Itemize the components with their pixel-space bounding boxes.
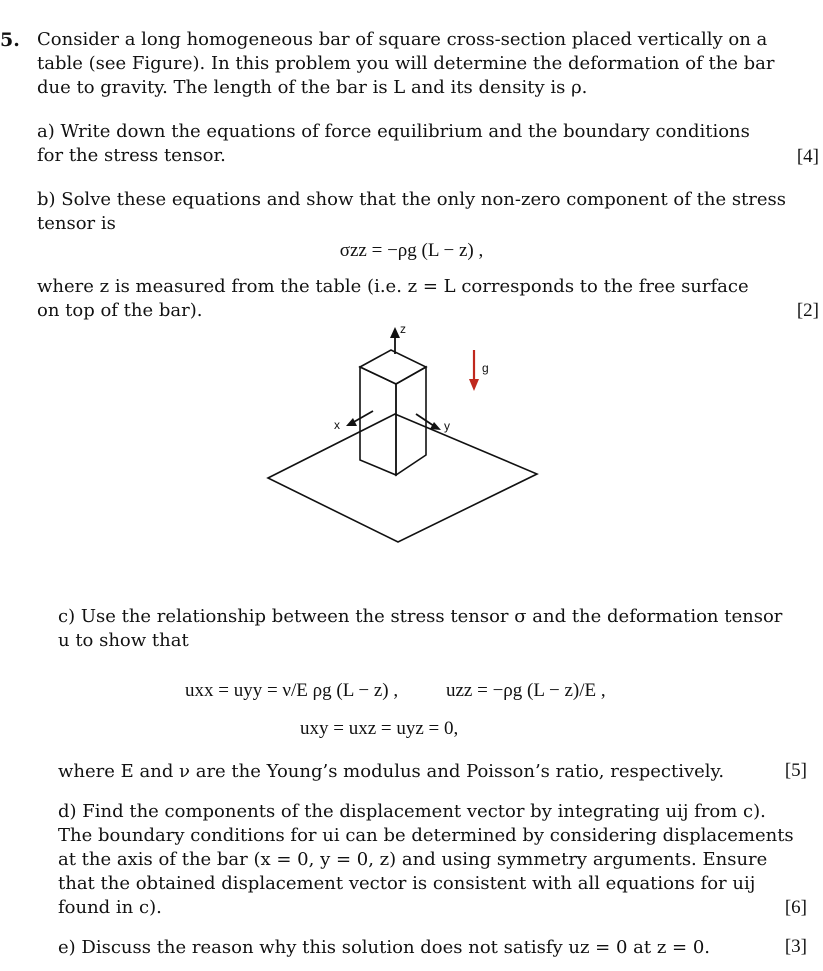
- part-b-marks: [2]: [796, 300, 819, 321]
- part-b-after-2: on top of the bar).: [37, 300, 203, 321]
- intro-line-1: Consider a long homogeneous bar of square cross-section placed vertically on a: [37, 29, 768, 50]
- part-b-line-1: b) Solve these equations and show that the only non-zero component of the stress: [37, 189, 787, 210]
- part-e-line: e) Discuss the reason why this solution does not satisfy uz = 0 at z = 0.: [58, 937, 711, 958]
- part-b-line-2: tensor is: [37, 213, 116, 234]
- problem-number: 5.: [0, 29, 20, 51]
- part-d-line-3: at the axis of the bar (x = 0, y = 0, z) and using symmetry arguments. Ensure: [58, 849, 768, 870]
- z-label: z: [400, 322, 406, 336]
- part-c-marks: [5]: [784, 760, 807, 781]
- gravity-arrowhead: [469, 379, 479, 391]
- part-d-line-5: found in c).: [58, 897, 162, 918]
- part-c-equation-1-right: uzz = −ρg (L − z)/E ,: [446, 680, 606, 701]
- part-d-line-4: that the obtained displacement vector is consistent with all equations for uij: [58, 873, 756, 894]
- intro-line-3: due to gravity. The length of the bar is L and its density is ρ.: [37, 77, 588, 98]
- part-b-equation: σzz = −ρg (L − z) ,: [339, 240, 484, 261]
- part-c-equation-2: uxy = uxz = uyz = 0,: [300, 718, 459, 739]
- part-a-line-2: for the stress tensor.: [37, 145, 226, 166]
- part-d-line-1: d) Find the components of the displacement vector by integrating uij from c).: [58, 801, 766, 822]
- part-b-after-1: where z is measured from the table (i.e. z = L corresponds to the free surface: [37, 276, 749, 297]
- x-label: x: [334, 418, 340, 432]
- bar-left-face: [360, 367, 396, 475]
- x-axis: [352, 411, 373, 423]
- intro-line-2: table (see Figure). In this problem you will determine the deformation of the bar: [37, 53, 775, 74]
- part-e-marks: [3]: [784, 936, 807, 957]
- part-d-line-2: The boundary conditions for ui can be determined by considering displacements: [58, 825, 794, 846]
- bar-figure: [250, 318, 550, 550]
- part-a-marks: [4]: [796, 146, 819, 167]
- y-label: y: [444, 419, 450, 433]
- part-a-line-1: a) Write down the equations of force equilibrium and the boundary conditions: [37, 121, 750, 142]
- table-surface: [268, 414, 537, 542]
- part-d-marks: [6]: [784, 897, 807, 918]
- part-c-equation-1-left: uxx = uyy = ν/E ρg (L − z) ,: [185, 680, 399, 701]
- part-c-after: where E and ν are the Young’s modulus and Poisson’s ratio, respectively.: [58, 761, 725, 782]
- part-c-line-2: u to show that: [58, 630, 189, 651]
- bar-top-face: [360, 350, 426, 384]
- y-arrowhead: [430, 422, 441, 430]
- part-c-line-1: c) Use the relationship between the stress tensor σ and the deformation tensor: [58, 606, 783, 627]
- g-label: g: [482, 361, 489, 375]
- z-arrowhead: [390, 327, 400, 338]
